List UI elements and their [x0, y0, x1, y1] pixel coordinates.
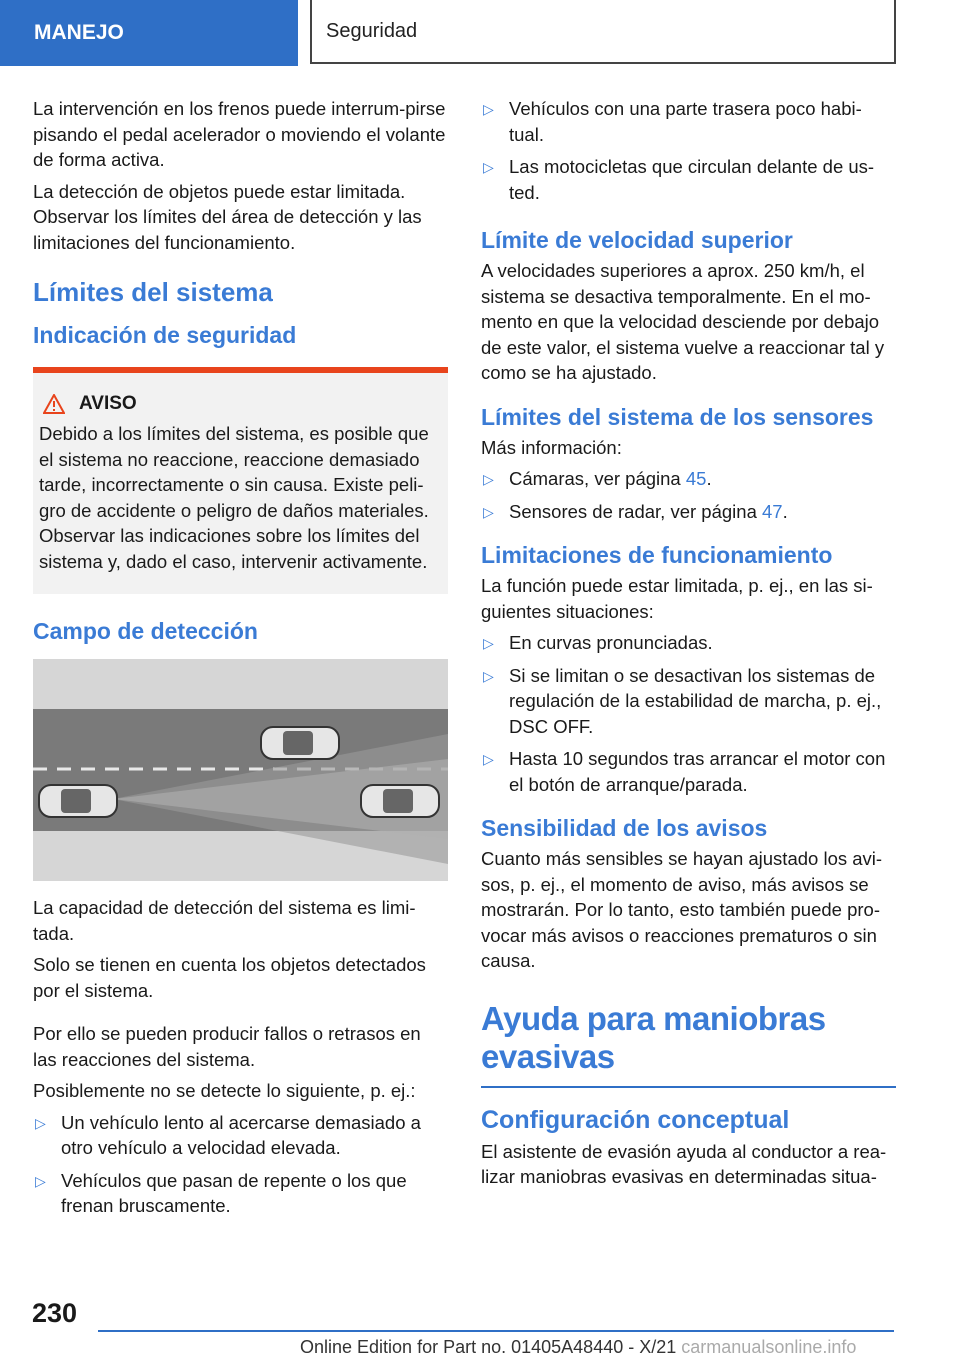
list-item: ▷ Un vehículo lento al acercarse demasiado a otro vehículo a velocidad elevada. [35, 1111, 421, 1158]
bullet-triangle-icon: ▷ [35, 1114, 46, 1131]
bullet-triangle-icon: ▷ [483, 667, 494, 684]
heading-upper-speed-limit: Límite de velocidad superior [481, 227, 793, 253]
detection-field-illustration [33, 659, 448, 881]
list-item: ▷ Sensores de radar, ver página 47. [481, 499, 896, 525]
paragraph: Solo se tienen en cuenta los objetos detectados por el sistema. [33, 954, 426, 1001]
footer-edition: Online Edition for Part no. 01405A48440 - X/21 [300, 1337, 677, 1357]
paragraph: La capacidad de detección del sistema es limi-tada. [33, 897, 416, 944]
sensor-list [481, 466, 896, 524]
list-item: ▷ Vehículos con una parte trasera poco habi-tual. [483, 98, 862, 145]
bullet-triangle-icon: ▷ [483, 101, 494, 117]
heading-concept: Configuración conceptual [481, 1105, 790, 1134]
bullet-list [481, 630, 896, 797]
warning-title-row [39, 393, 440, 415]
page-link-cameras[interactable]: 45 [685, 468, 707, 489]
bullet-triangle-icon: ▷ [483, 503, 494, 520]
list-item: ▷ Vehículos que pasan de repente o los que frenan bruscamente. [35, 1169, 407, 1216]
list-item: ▷ En curvas pronunciadas. [481, 630, 896, 656]
warning-box [33, 367, 448, 594]
heading-detection-field: Campo de detección [33, 618, 258, 644]
section-label: MANEJO [34, 21, 124, 44]
heading-safety-note: Indicación de seguridad [33, 322, 297, 348]
paragraph: Por ello se pueden producir fallos o retrasos en las reacciones del sistema. [33, 1023, 421, 1070]
paragraph: La detección de objetos puede estar limitada. Observar los límites del área de detección y las limitaciones del funcionamiento. [33, 180, 422, 253]
paragraph: A velocidades superiores a aprox. 250 km/h, el sistema se desactiva temporalmente. En el mo-mento en que la velocidad desciende por debajo de este valor, el sistema vuelve a reaccionar tal y como se ha ajustado. [481, 260, 885, 383]
paragraph: Posiblemente no se detecte lo siguiente, p. ej.: [33, 1080, 416, 1101]
section-tab [0, 0, 298, 66]
footer-divider [98, 1330, 894, 1332]
car-icon [39, 785, 117, 817]
bullet-list [481, 96, 896, 205]
list-item: ▷ Hasta 10 segundos tras arrancar el motor con el botón de arranque/parada. [483, 748, 886, 795]
warning-text: Debido a los límites del sistema, es posible que el sistema no reaccione, reaccione demasiado tarde, incorrectamente o sin causa. Existe peli-gro de accidente o peligro de daños materiales. Observar las indicaciones sobre los límites del sistema y, dado el caso, intervenir activamente. [39, 423, 429, 572]
bullet-triangle-icon: ▷ [483, 635, 494, 651]
list-item: ▷ Cámaras, ver página 45. [481, 466, 896, 492]
page-link-radar[interactable]: 47 [762, 500, 783, 522]
heading-function-limitations: Limitaciones de funcionamiento [481, 542, 833, 568]
paragraph: Más información: [481, 436, 622, 458]
bullet-triangle-icon: ▷ [483, 159, 494, 175]
footer [300, 1337, 856, 1358]
road-illustration [33, 659, 448, 881]
paragraph: El asistente de evasión ayuda al conductor a rea-lizar maniobras evasivas en determinadas situa- [481, 1140, 887, 1187]
left-column [33, 96, 448, 1226]
section-divider [481, 1086, 896, 1088]
paragraph: La intervención en los frenos puede interrum-pirse pisando el pedal acelerador o moviendo el volante de forma activa. [33, 98, 446, 170]
warning-triangle-icon [43, 394, 65, 414]
paragraph: Cuanto más sensibles se hayan ajustado los avi-sos, p. ej., el momento de aviso, más avisos se mostrarán. Por lo tanto, esto también puede pro-vocar más avisos o reacciones prematuros o sin causa. [481, 848, 883, 971]
car-icon [261, 727, 339, 759]
list-item: ▷ Las motocicletas que circulan delante de us-ted. [483, 156, 875, 203]
car-icon [361, 785, 439, 817]
chapter-header [310, 0, 896, 64]
heading-warning-sensitivity: Sensibilidad de los avisos [481, 815, 768, 841]
heading-evasion-assistant: Ayuda para maniobras evasivas [481, 999, 826, 1075]
paragraph: La función puede estar limitada, p. ej., en las si-guientes situaciones: [481, 575, 873, 622]
page-number: 230 [32, 1298, 78, 1328]
bullet-triangle-icon: ▷ [35, 1172, 46, 1189]
bullet-list [33, 1110, 448, 1219]
right-column [481, 96, 896, 1196]
warning-title: AVISO [79, 393, 137, 414]
bullet-triangle-icon: ▷ [483, 471, 494, 487]
heading-sensor-limits: Límites del sistema de los sensores [481, 403, 874, 430]
list-item: ▷ Si se limitan o se desactivan los sistemas de regulación de la estabilidad de marcha, p. ej., DSC OFF. [483, 664, 882, 737]
bullet-triangle-icon: ▷ [483, 751, 494, 767]
heading-system-limits: Límites del sistema [33, 277, 273, 307]
footer-watermark: carmanualsonline.info [681, 1337, 857, 1357]
chapter-title: Seguridad [326, 19, 418, 42]
